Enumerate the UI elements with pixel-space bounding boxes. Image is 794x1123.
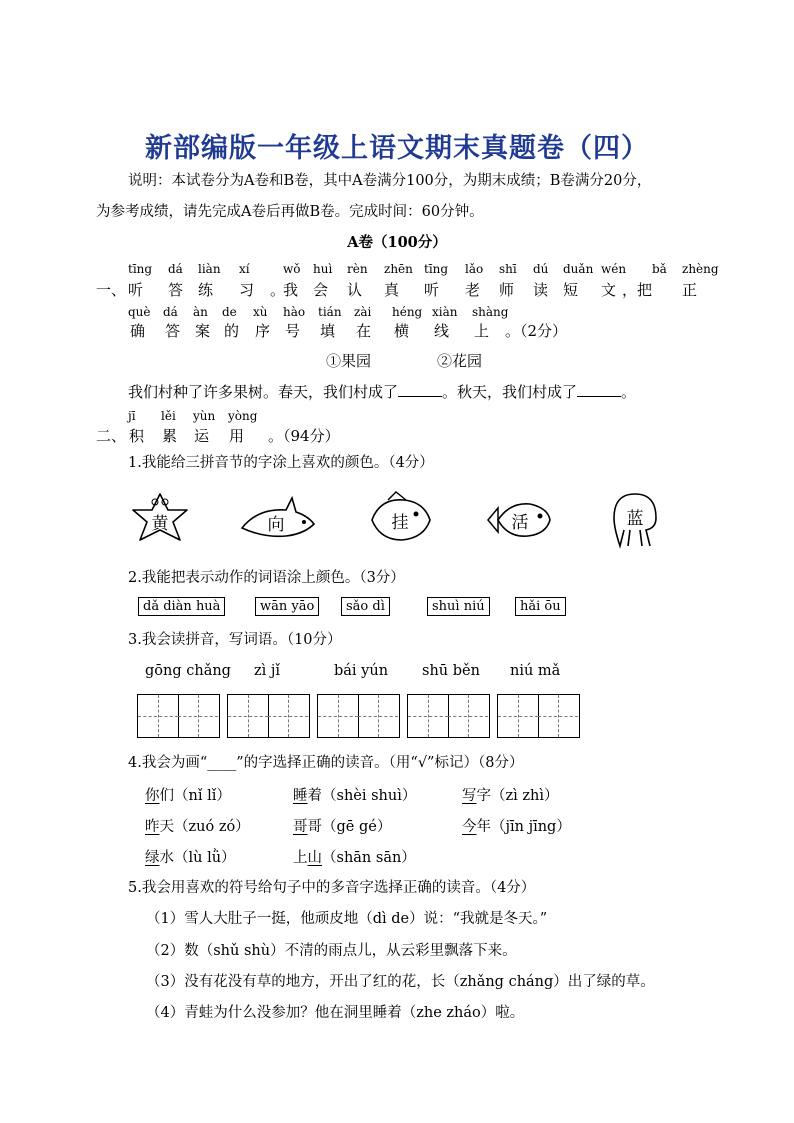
p4-underlined-char: 今 bbox=[462, 819, 477, 835]
q1-char: 听 bbox=[424, 281, 440, 299]
q1-char: 文 bbox=[601, 281, 617, 299]
p4-char: 们 bbox=[159, 788, 174, 804]
q1-char: 老 bbox=[465, 281, 481, 299]
p3-pinyin-2: zì jǐ bbox=[254, 663, 281, 679]
q1-number: 一、 bbox=[96, 281, 127, 299]
p4-pinyin-options[interactable]: （nǐ lǐ） bbox=[174, 788, 231, 804]
p4-underlined-char: 哥 bbox=[293, 819, 308, 835]
p4-pinyin-options[interactable]: （zì zhì） bbox=[491, 788, 559, 804]
octopus-picture[interactable] bbox=[606, 490, 664, 550]
p4-char: 字 bbox=[476, 788, 491, 804]
q1-char: 线 bbox=[434, 322, 450, 340]
q1-char: 填 bbox=[320, 322, 336, 340]
q2-pinyin: jī bbox=[128, 409, 136, 423]
q1-char: 我 bbox=[283, 281, 299, 299]
q2-number: 二、 bbox=[96, 427, 127, 445]
q2-char: 积 bbox=[129, 427, 145, 445]
grid-cell[interactable] bbox=[408, 695, 449, 737]
p3-instruction: 3.我会读拼音，写词语。（10分） bbox=[128, 632, 342, 648]
grid-guide bbox=[288, 695, 289, 737]
q1-pinyin: zhēn bbox=[384, 262, 413, 276]
q1-char: 答 bbox=[168, 281, 184, 299]
p5-item-2: （2）数（shǔ shù）不清的雨点儿，从云彩里飘落下来。 bbox=[146, 943, 517, 959]
p4-char: 水 bbox=[159, 850, 174, 866]
q2-pinyin: yòng bbox=[228, 409, 258, 423]
q1-char: 横 bbox=[394, 322, 410, 340]
octopus-char: 蓝 bbox=[626, 509, 644, 529]
word-box-3[interactable]: sǎo dì bbox=[341, 597, 390, 616]
fish-picture-1[interactable] bbox=[366, 490, 436, 548]
p4-item bbox=[462, 785, 559, 807]
p4-item bbox=[293, 785, 416, 807]
intro-line-2: 为参考成绩，请先完成A卷后再做B卷。完成时间：60分钟。 bbox=[96, 204, 484, 220]
grid-cell[interactable] bbox=[228, 695, 269, 737]
p3-pinyin-4: shū běn bbox=[422, 663, 480, 679]
p5-item-4: （4）青蛙为什么没参加？他在洞里睡着（zhe zháo）啦。 bbox=[146, 1005, 525, 1021]
p5-item-3: （3）没有花没有草的地方，开出了红的花，长（zhǎng cháng）出了绿的草。 bbox=[146, 974, 655, 990]
p4-item bbox=[293, 847, 416, 869]
p4-underlined-char: 山 bbox=[307, 850, 322, 866]
grid-cell[interactable] bbox=[178, 695, 218, 737]
q1-pinyin: tīng bbox=[128, 262, 153, 276]
grid-guide bbox=[338, 695, 339, 737]
fish-1-char: 挂 bbox=[391, 513, 409, 533]
p4-char: 着 bbox=[307, 788, 322, 804]
writing-grid[interactable] bbox=[407, 694, 490, 738]
p4-item bbox=[145, 847, 236, 869]
q1-char: 读 bbox=[533, 281, 549, 299]
q2-char: 用 bbox=[229, 427, 245, 445]
q1-option-1: ①果园 bbox=[326, 352, 372, 370]
p4-underlined-char: 绿 bbox=[145, 850, 160, 866]
q2-pinyin: lěi bbox=[161, 409, 176, 423]
q1-pinyin: héng bbox=[392, 305, 423, 319]
q1-char: 号 bbox=[285, 322, 301, 340]
q1-pinyin: bǎ bbox=[652, 262, 667, 276]
p2-instruction: 2.我能把表示动作的词语涂上颜色。（3分） bbox=[128, 570, 405, 586]
q2-char: 运 bbox=[194, 427, 210, 445]
q1-pinyin: àn bbox=[193, 305, 208, 319]
p4-char: 上 bbox=[293, 850, 308, 866]
q1-pinyin: lǎo bbox=[465, 262, 484, 276]
grid-guide bbox=[248, 695, 249, 737]
p4-pinyin-options[interactable]: （zuó zó） bbox=[174, 819, 250, 835]
writing-grid[interactable] bbox=[137, 694, 220, 738]
q1-pinyin: rèn bbox=[347, 262, 368, 276]
writing-grid[interactable] bbox=[497, 694, 580, 738]
q1-char: 听 bbox=[128, 281, 144, 299]
q1-pinyin: xù bbox=[253, 305, 268, 319]
grid-cell[interactable] bbox=[358, 695, 398, 737]
q1-char: 会 bbox=[313, 281, 329, 299]
q1-char: 在 bbox=[356, 322, 372, 340]
q1-pinyin: què bbox=[128, 305, 151, 319]
section-a-heading: A卷（100分） bbox=[347, 234, 447, 251]
p4-item bbox=[293, 816, 391, 838]
p5-instruction: 5.我会用喜欢的符号给句子中的多音字选择正确的读音。（4分） bbox=[128, 880, 536, 896]
q1-pinyin: dú bbox=[533, 262, 549, 276]
p4-underlined-char: 你 bbox=[145, 788, 160, 804]
q1-pinyin: xí bbox=[239, 262, 250, 276]
grid-guide bbox=[518, 695, 519, 737]
word-box-1[interactable]: dǎ diàn huà bbox=[138, 597, 225, 616]
q1-char: 短 bbox=[563, 281, 579, 299]
q1-sentence-part-b: 。秋天，我们村成了 bbox=[442, 383, 578, 401]
p4-pinyin-options[interactable]: （gē gé） bbox=[322, 819, 392, 835]
grid-cell[interactable] bbox=[448, 695, 488, 737]
q1-sentence-part-c: 。 bbox=[621, 383, 637, 401]
word-box-4[interactable]: shuì niú bbox=[427, 597, 490, 616]
q1-pinyin: dá bbox=[163, 305, 178, 319]
fish-2-char: 活 bbox=[511, 513, 529, 533]
p4-underlined-char: 写 bbox=[462, 788, 477, 804]
q2-char: 累 bbox=[162, 427, 178, 445]
p4-pinyin-options[interactable]: （jīn jīng） bbox=[491, 819, 571, 835]
starfish-picture[interactable] bbox=[125, 488, 195, 546]
page-title: 新部编版一年级上语文期末真题卷（四） bbox=[145, 133, 649, 164]
p4-item bbox=[145, 785, 231, 807]
q2-tail: 。（94分） bbox=[268, 427, 340, 445]
q1-pinyin: huì bbox=[313, 262, 333, 276]
p4-pinyin-options[interactable]: （shān sān） bbox=[322, 850, 416, 866]
grid-cell[interactable] bbox=[318, 695, 359, 737]
q1-pinyin: xiàn bbox=[432, 305, 458, 319]
p4-item bbox=[145, 816, 250, 838]
q1-char: 。 bbox=[270, 281, 286, 299]
grid-guide bbox=[378, 695, 379, 737]
q1-char: 答 bbox=[165, 322, 181, 340]
q1-pinyin: duǎn bbox=[563, 262, 594, 276]
q1-sentence-part-a: 我们村种了许多果树。春天，我们村成了 bbox=[128, 383, 399, 401]
p3-pinyin-1: gōng chǎng bbox=[145, 663, 231, 679]
q1-sentence bbox=[128, 381, 636, 402]
q1-pinyin: dá bbox=[168, 262, 183, 276]
intro-line-1: 说明：本试卷分为A卷和B卷，其中A卷满分100分，为期末成绩；B卷满分20分， bbox=[128, 173, 652, 189]
writing-grid[interactable] bbox=[317, 694, 400, 738]
grid-guide bbox=[558, 695, 559, 737]
q1-char: 的 bbox=[224, 322, 240, 340]
q1-pinyin: de bbox=[222, 305, 237, 319]
grid-guide bbox=[428, 695, 429, 737]
q1-pinyin: tián bbox=[318, 305, 342, 319]
q1-pinyin: liàn bbox=[198, 262, 221, 276]
p5-item-1: （1）雪人大肚子一挺，他顽皮地（dì de）说：“我就是冬天。” bbox=[146, 911, 548, 927]
q1-pinyin: shī bbox=[499, 262, 517, 276]
grid-cell[interactable] bbox=[138, 695, 179, 737]
p4-char: 哥 bbox=[307, 819, 322, 835]
q1-pinyin: zài bbox=[354, 305, 372, 319]
q1-char: 序 bbox=[255, 322, 271, 340]
grid-cell[interactable] bbox=[498, 695, 539, 737]
q1-char: 练 bbox=[198, 281, 214, 299]
q1-pinyin: shàng bbox=[472, 305, 509, 319]
shark-char: 向 bbox=[267, 515, 285, 535]
p4-underlined-char: 昨 bbox=[145, 819, 160, 835]
q1-char: 真 bbox=[384, 281, 400, 299]
q1-pinyin: hào bbox=[283, 305, 306, 319]
p3-pinyin-5: niú mǎ bbox=[510, 663, 561, 679]
q1-char: 确 bbox=[130, 322, 146, 340]
q1-char: 师 bbox=[499, 281, 515, 299]
q1-pinyin: tīng bbox=[424, 262, 449, 276]
q1-blank-1[interactable] bbox=[398, 382, 442, 397]
q1-option-2: ②花园 bbox=[437, 352, 483, 370]
p4-pinyin-options[interactable]: （shèi shuì） bbox=[322, 788, 417, 804]
grid-guide bbox=[158, 695, 159, 737]
shark-picture[interactable] bbox=[238, 494, 320, 546]
starfish-char: 黄 bbox=[151, 514, 169, 534]
p4-char: 天 bbox=[159, 819, 174, 835]
p3-pinyin-3: bái yún bbox=[334, 663, 389, 679]
grid-guide bbox=[468, 695, 469, 737]
q2-pinyin: yùn bbox=[193, 409, 216, 423]
p4-underlined-char: 睡 bbox=[293, 788, 308, 804]
writing-grid[interactable] bbox=[227, 694, 310, 738]
q1-char: ，把 bbox=[622, 281, 653, 299]
q1-row2-tail: 。（2分） bbox=[505, 322, 568, 340]
grid-guide bbox=[198, 695, 199, 737]
p4-item bbox=[462, 816, 571, 838]
p4-instruction: 4.我会为画“____”的字选择正确的读音。（用“√”标记）（8分） bbox=[128, 755, 524, 771]
word-box-2[interactable]: wān yāo bbox=[255, 597, 319, 616]
q1-char: 认 bbox=[347, 281, 363, 299]
q1-pinyin: zhèng bbox=[682, 262, 719, 276]
p4-char: 年 bbox=[476, 819, 491, 835]
p4-pinyin-options[interactable]: （lù lǜ） bbox=[174, 850, 236, 866]
word-box-5[interactable]: hǎi ōu bbox=[515, 597, 566, 616]
q1-blank-2[interactable] bbox=[577, 382, 621, 397]
q1-char: 上 bbox=[474, 322, 490, 340]
grid-cell[interactable] bbox=[268, 695, 308, 737]
q1-char: 正 bbox=[682, 281, 698, 299]
q1-pinyin: wén bbox=[601, 262, 627, 276]
q1-char: 习 bbox=[239, 281, 255, 299]
q1-pinyin: wǒ bbox=[283, 262, 301, 276]
grid-cell[interactable] bbox=[538, 695, 578, 737]
p1-instruction: 1.我能给三拼音节的字涂上喜欢的颜色。（4分） bbox=[128, 455, 434, 471]
fish-picture-2[interactable] bbox=[484, 494, 554, 546]
q1-char: 案 bbox=[195, 322, 211, 340]
